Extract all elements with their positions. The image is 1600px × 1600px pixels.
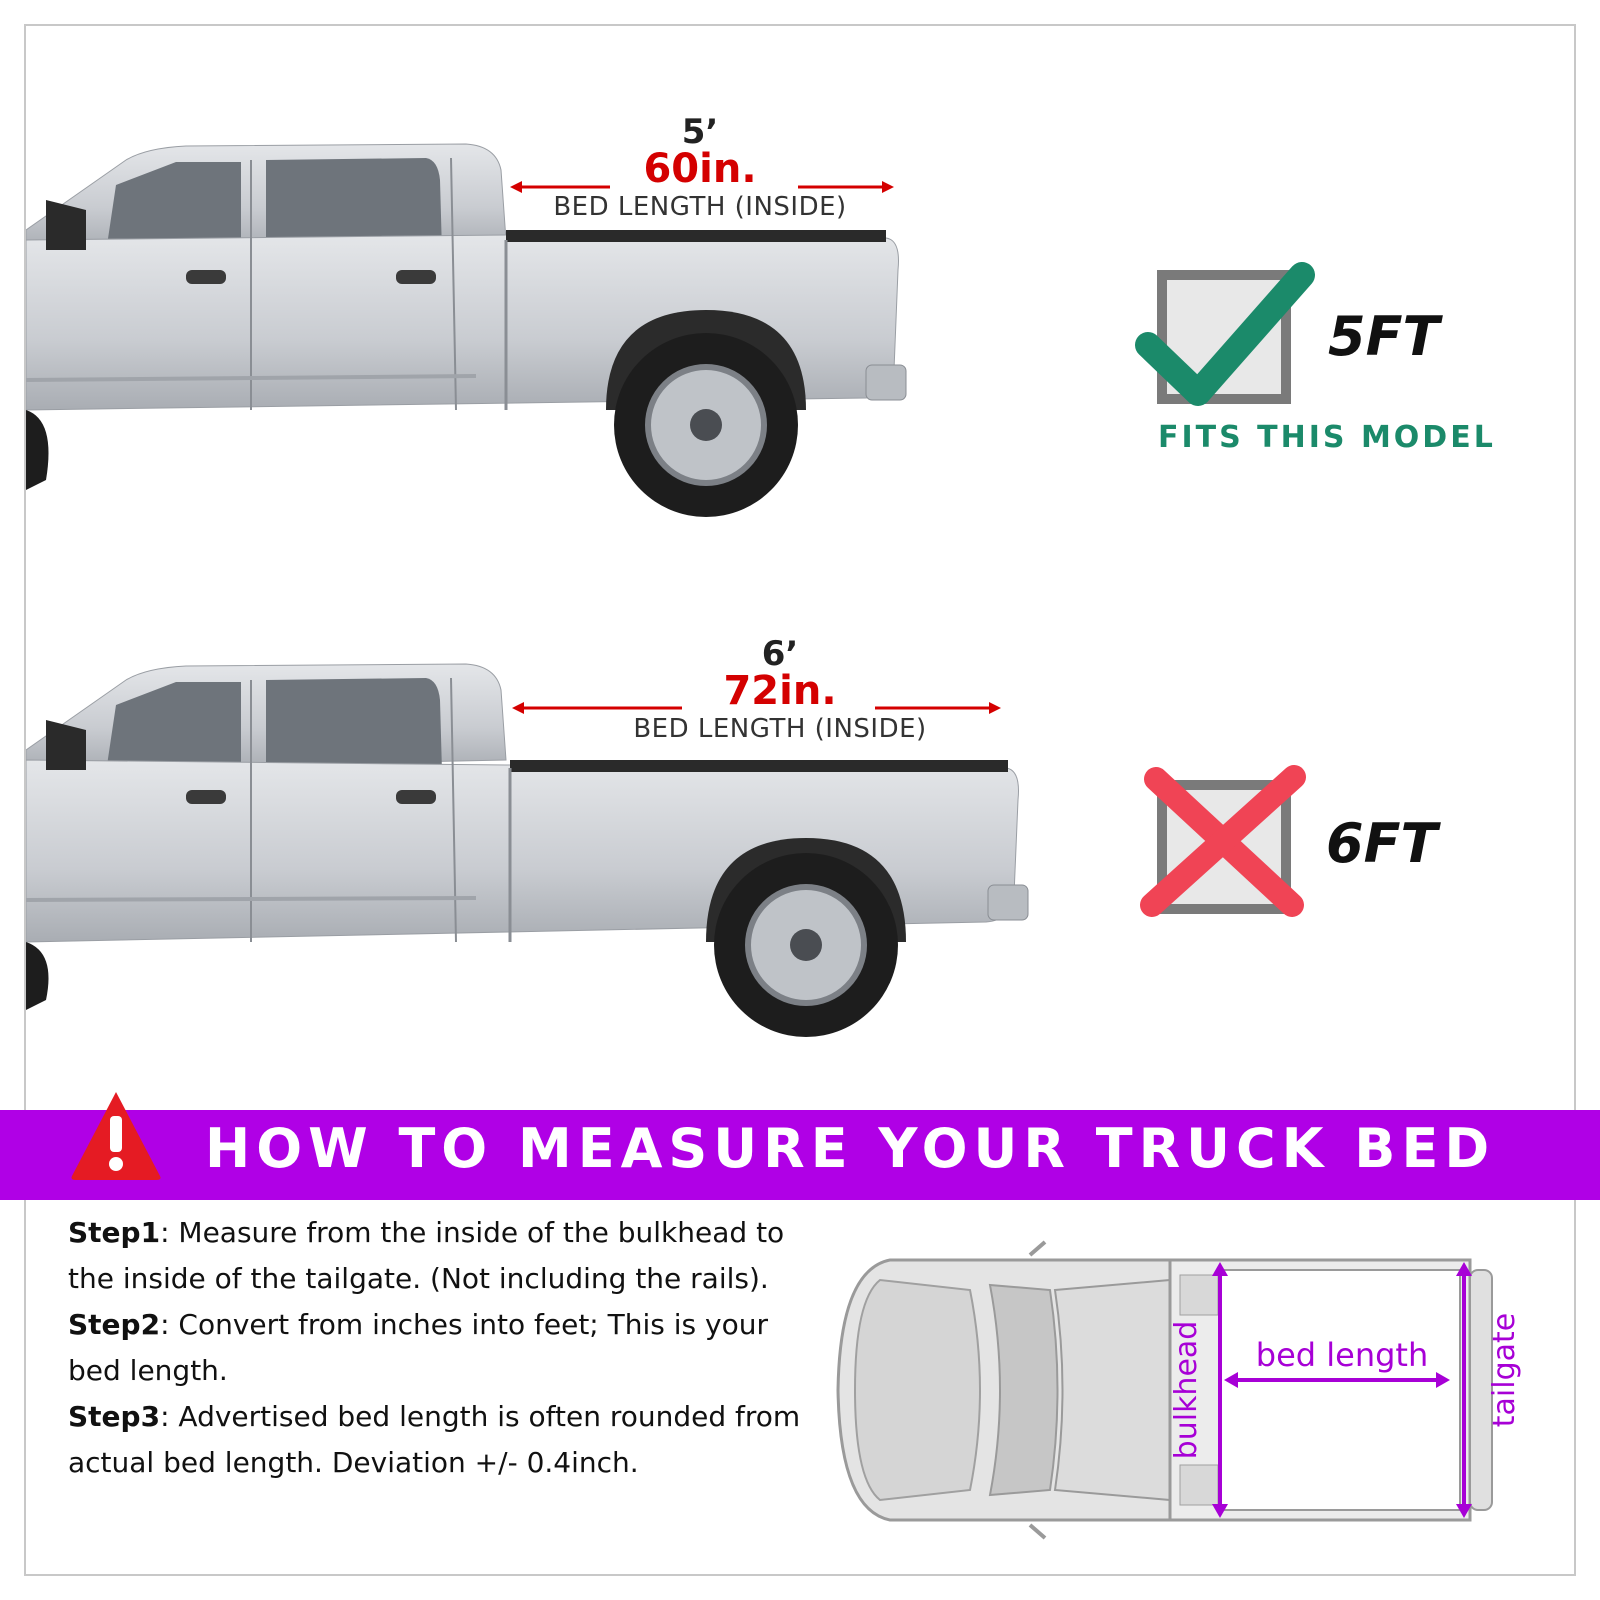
size-label-6ft: 6FT — [1326, 812, 1438, 875]
truck-6ft-feet: 6’ — [761, 634, 799, 674]
truck-5ft-feet: 5’ — [681, 112, 719, 152]
truck-5ft-left-arrow — [510, 180, 610, 194]
truck-5ft-bed-label: BED LENGTH (INSIDE) — [553, 192, 847, 222]
bulkhead-label: bulkhead — [1169, 1320, 1204, 1460]
warning-icon — [68, 1088, 164, 1182]
step-1 — [68, 1210, 808, 1302]
truck-5ft-right-arrow — [798, 180, 898, 194]
truck-6ft-right-arrow — [875, 701, 1005, 715]
cross-icon — [1130, 765, 1330, 925]
measure-steps — [68, 1210, 808, 1486]
check-icon — [1130, 255, 1330, 415]
truck-6ft-left-arrow — [512, 701, 682, 715]
step-2-text: : Convert from inches into feet; This is your bed length. — [68, 1308, 768, 1387]
truck-5ft-inches: 60in. — [643, 146, 757, 192]
step-2-label: Step2 — [68, 1308, 161, 1341]
truck-6ft-inches: 72in. — [723, 668, 837, 714]
truck-top-view-diagram — [830, 1240, 1530, 1540]
bed-length-label: bed length — [1255, 1336, 1429, 1374]
size-label-5ft: 5FT — [1328, 305, 1440, 368]
truck-5ft-dimension — [520, 112, 880, 222]
step-1-label: Step1 — [68, 1216, 161, 1249]
step-3 — [68, 1394, 808, 1486]
step-2 — [68, 1302, 808, 1394]
step-3-text: : Advertised bed length is often rounded from actual bed length. Deviation +/- 0.4inch. — [68, 1400, 801, 1479]
tailgate-label: tailgate — [1487, 1312, 1522, 1428]
fits-this-model-label: FITS THIS MODEL — [1158, 420, 1496, 455]
step-1-text: : Measure from the inside of the bulkhead to the inside of the tailgate. (Not including the rails). — [68, 1216, 785, 1295]
banner-title: HOW TO MEASURE YOUR TRUCK BED — [205, 1117, 1496, 1180]
truck-6ft-dimension — [600, 634, 960, 744]
step-3-label: Step3 — [68, 1400, 161, 1433]
truck-6ft-bed-label: BED LENGTH (INSIDE) — [633, 714, 927, 744]
